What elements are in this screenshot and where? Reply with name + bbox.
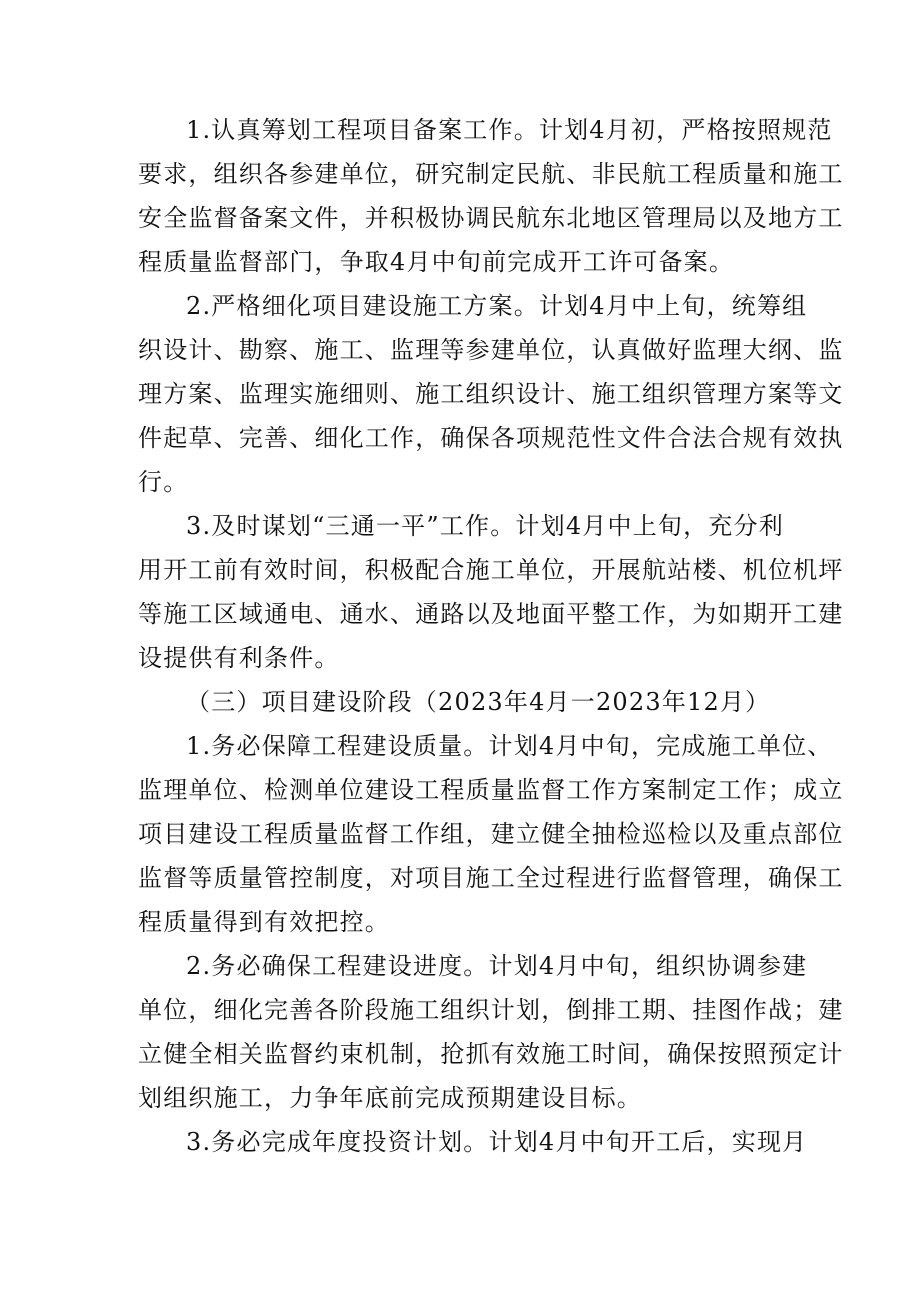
paragraph-1-line-3: 安全监督备案文件，并积极协调民航东北地区管理局以及地方工 [138, 204, 844, 232]
paragraph-1-line-1: 1.认真筹划工程项目备案工作。计划4月初，严格按照规范 [186, 116, 833, 144]
paragraph-5-line-3: 立健全相关监督约束机制，抢抓有效施工时间，确保按照预定计 [138, 1040, 844, 1068]
paragraph-2-line-3: 理方案、监理实施细则、施工组织设计、施工组织管理方案等文 [138, 380, 844, 408]
paragraph-4-line-2: 监理单位、检测单位建设工程质量监督工作方案制定工作；成立 [138, 776, 844, 804]
paragraph-2-line-5: 行。 [138, 468, 189, 496]
paragraph-6-line-1: 3.务必完成年度投资计划。计划4月中旬开工后，实现月 [186, 1128, 808, 1156]
section-heading: （三）项目建设阶段（2023年4月一2023年12月） [186, 688, 771, 716]
paragraph-3-line-3: 等施工区域通电、通水、通路以及地面平整工作，为如期开工建 [138, 600, 844, 628]
paragraph-5-line-1: 2.务必确保工程建设进度。计划4月中旬，组织协调参建 [186, 952, 808, 980]
paragraph-4-line-1: 1.务必保障工程建设质量。计划4月中旬，完成施工单位、 [186, 732, 833, 760]
paragraph-2-line-1: 2.严格细化项目建设施工方案。计划4月中上旬，统筹组 [186, 292, 808, 320]
paragraph-4-line-3: 项目建设工程质量监督工作组，建立健全抽检巡检以及重点部位 [138, 820, 844, 848]
paragraph-5-line-4: 划组织施工，力争年底前完成预期建设目标。 [138, 1084, 642, 1112]
paragraph-3-line-4: 设提供有利条件。 [138, 644, 340, 672]
paragraph-2-line-2: 织设计、勘察、施工、监理等参建单位，认真做好监理大纲、监 [138, 336, 844, 364]
paragraph-2-line-4: 件起草、完善、细化工作，确保各项规范性文件合法合规有效执 [138, 424, 844, 452]
paragraph-3-line-1: 3.及时谋划“三通一平”工作。计划4月中上旬，充分利 [186, 512, 784, 540]
paragraph-3-line-2: 用开工前有效时间，积极配合施工单位，开展航站楼、机位机坪 [138, 556, 844, 584]
paragraph-5-line-2: 单位，细化完善各阶段施工组织计划，倒排工期、挂图作战；建 [138, 996, 844, 1024]
paragraph-1-line-4: 程质量监督部门，争取4月中旬前完成开工许可备案。 [138, 248, 735, 276]
paragraph-4-line-5: 程质量得到有效把控。 [138, 908, 390, 936]
paragraph-4-line-4: 监督等质量管控制度，对项目施工全过程进行监督管理，确保工 [138, 864, 844, 892]
paragraph-1-line-2: 要求，组织各参建单位，研究制定民航、非民航工程质量和施工 [138, 160, 844, 188]
